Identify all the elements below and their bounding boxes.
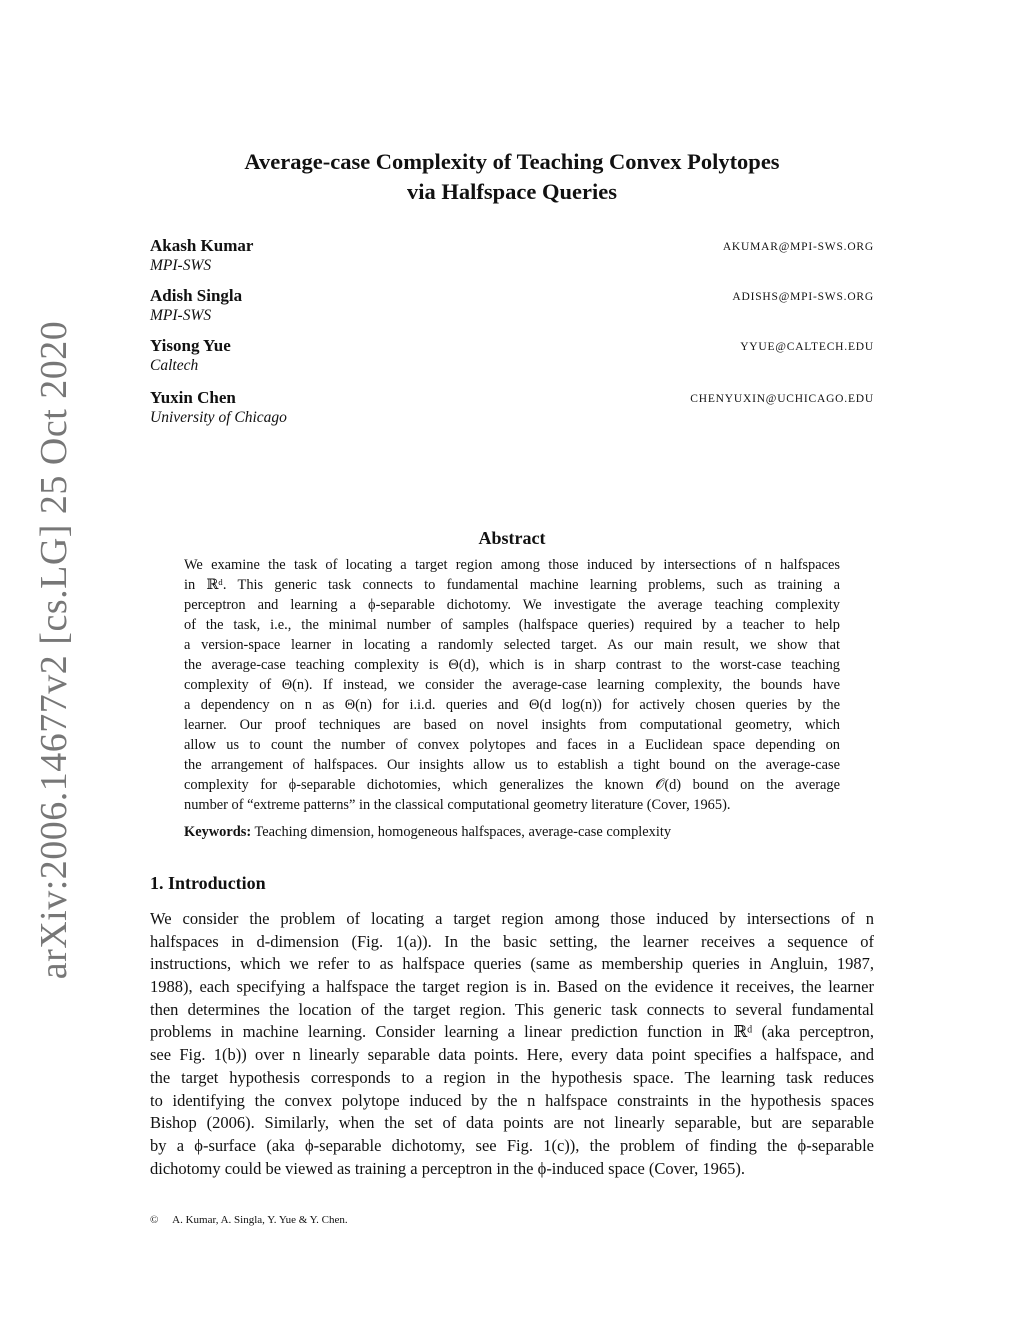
keywords-line [184, 822, 671, 842]
body-line: see Fig. 1(b)) over n linearly separable data points. Here, every data point specifies a halfspace, and [150, 1045, 874, 1065]
author-block-4 [150, 388, 874, 432]
abstract-line: learner. Our proof techniques are based on novel insights from computational geometry, which [184, 717, 840, 733]
body-line: We consider the problem of locating a target region among those induced by intersections of n [150, 909, 874, 928]
abstract-line: allow us to count the number of convex polytopes and faces in a Euclidean space depending on [184, 737, 840, 753]
copyright-icon: © [150, 1214, 159, 1226]
author-block-2 [150, 286, 874, 330]
body-line: by a ϕ-surface (aka ϕ-separable dichotomy, see Fig. 1(c)), the problem of finding the ϕ-separable [150, 1135, 874, 1155]
author-email[interactable]: YYUE@CALTECH.EDU [740, 341, 874, 353]
abstract-body [184, 555, 840, 815]
copyright-text: A. Kumar, A. Singla, Y. Yue & Y. Chen. [172, 1214, 348, 1226]
author-affiliation: MPI-SWS [150, 307, 212, 324]
abstract-line: complexity for ϕ-separable dichotomies, which generalizes the known 𝒪(d) bound on the average [184, 777, 840, 793]
abstract-line: the arrangement of halfspaces. Our insights allow us to establish a tight bound on the average-case [184, 757, 840, 773]
copyright-footer [150, 1213, 348, 1227]
body-line: problems in machine learning. Consider learning a linear prediction function in ℝᵈ (aka perceptron, [150, 1022, 874, 1042]
author-name: Yuxin Chen [150, 388, 236, 407]
author-email[interactable]: ADISHS@MPI-SWS.ORG [732, 291, 874, 303]
abstract-line: a dependency on n as Θ(n) for i.i.d. queries and Θ(d log(n)) for actively chosen queries by the [184, 697, 840, 713]
abstract-line: number of “extreme patterns” in the classical computational geometry literature (Cover, 1965). [184, 797, 731, 813]
title-line-2: via Halfspace Queries [407, 179, 617, 204]
body-line: 1988), each specifying a halfspace the target region is in. Based on the evidence it receives, the learner [150, 977, 874, 997]
keywords-text: Teaching dimension, homogeneous halfspaces, average-case complexity [254, 824, 672, 840]
author-name: Adish Singla [150, 286, 243, 305]
introduction-body [150, 908, 874, 1180]
abstract-line: a version-space learner in locating a randomly selected target. As our main result, we show that [184, 637, 840, 653]
body-line: halfspaces in d-dimension (Fig. 1(a)). In the basic setting, the learner receives a sequence of [150, 931, 874, 951]
abstract-heading: Abstract [478, 528, 546, 548]
author-affiliation: University of Chicago [150, 409, 287, 426]
body-line: Bishop (2006). Similarly, when the set of data points are not linearly separable, but are separable [150, 1113, 874, 1133]
author-affiliation: MPI-SWS [150, 257, 212, 274]
author-block-1 [150, 236, 874, 280]
body-line: instructions, which we refer to as halfspace queries (same as membership queries in Angluin, 1987, [150, 954, 874, 974]
abstract-line: perceptron and learning a ϕ-separable dichotomy. We investigate the average teaching complexity [184, 597, 840, 613]
abstract-line: of the task, i.e., the minimal number of samples (halfspace queries) required by a teacher to help [184, 617, 840, 633]
section-heading-introduction: 1. Introduction [150, 873, 266, 893]
author-affiliation: Caltech [150, 357, 199, 374]
body-line: then determines the location of the target region. This generic task connects to several fundamental [150, 999, 874, 1019]
abstract-line: complexity of Θ(n). If instead, we consider the average-case learning complexity, the bounds have [184, 677, 840, 693]
keywords-label: Keywords: [184, 824, 252, 840]
abstract-line: We examine the task of locating a target region among those induced by intersections of n halfspaces [184, 557, 840, 573]
author-name: Akash Kumar [150, 236, 254, 255]
abstract-line: the average-case teaching complexity is Θ(d), which is in sharp contrast to the worst-case teaching [184, 657, 840, 673]
body-line: the target hypothesis corresponds to a region in the hypothesis space. The learning task reduces [150, 1067, 874, 1087]
abstract-line: in ℝᵈ. This generic task connects to fundamental machine learning problems, such as training a [184, 577, 840, 593]
author-email[interactable]: CHENYUXIN@UCHICAGO.EDU [690, 393, 874, 405]
author-email[interactable]: AKUMAR@MPI-SWS.ORG [722, 241, 874, 253]
body-line: dichotomy could be viewed as training a perceptron in the ϕ-induced space (Cover, 1965). [150, 1158, 745, 1178]
arxiv-identifier-stamp: arXiv:2006.14677v2 [cs.LG] 25 Oct 2020 [33, 320, 75, 980]
author-block-3 [150, 336, 874, 380]
body-line: to identifying the convex polytope induced by the n halfspace constraints in the hypothesis spaces [150, 1090, 874, 1110]
paper-title [150, 147, 874, 207]
title-line-1: Average-case Complexity of Teaching Convex Polytopes [244, 149, 780, 174]
author-name: Yisong Yue [150, 336, 231, 355]
